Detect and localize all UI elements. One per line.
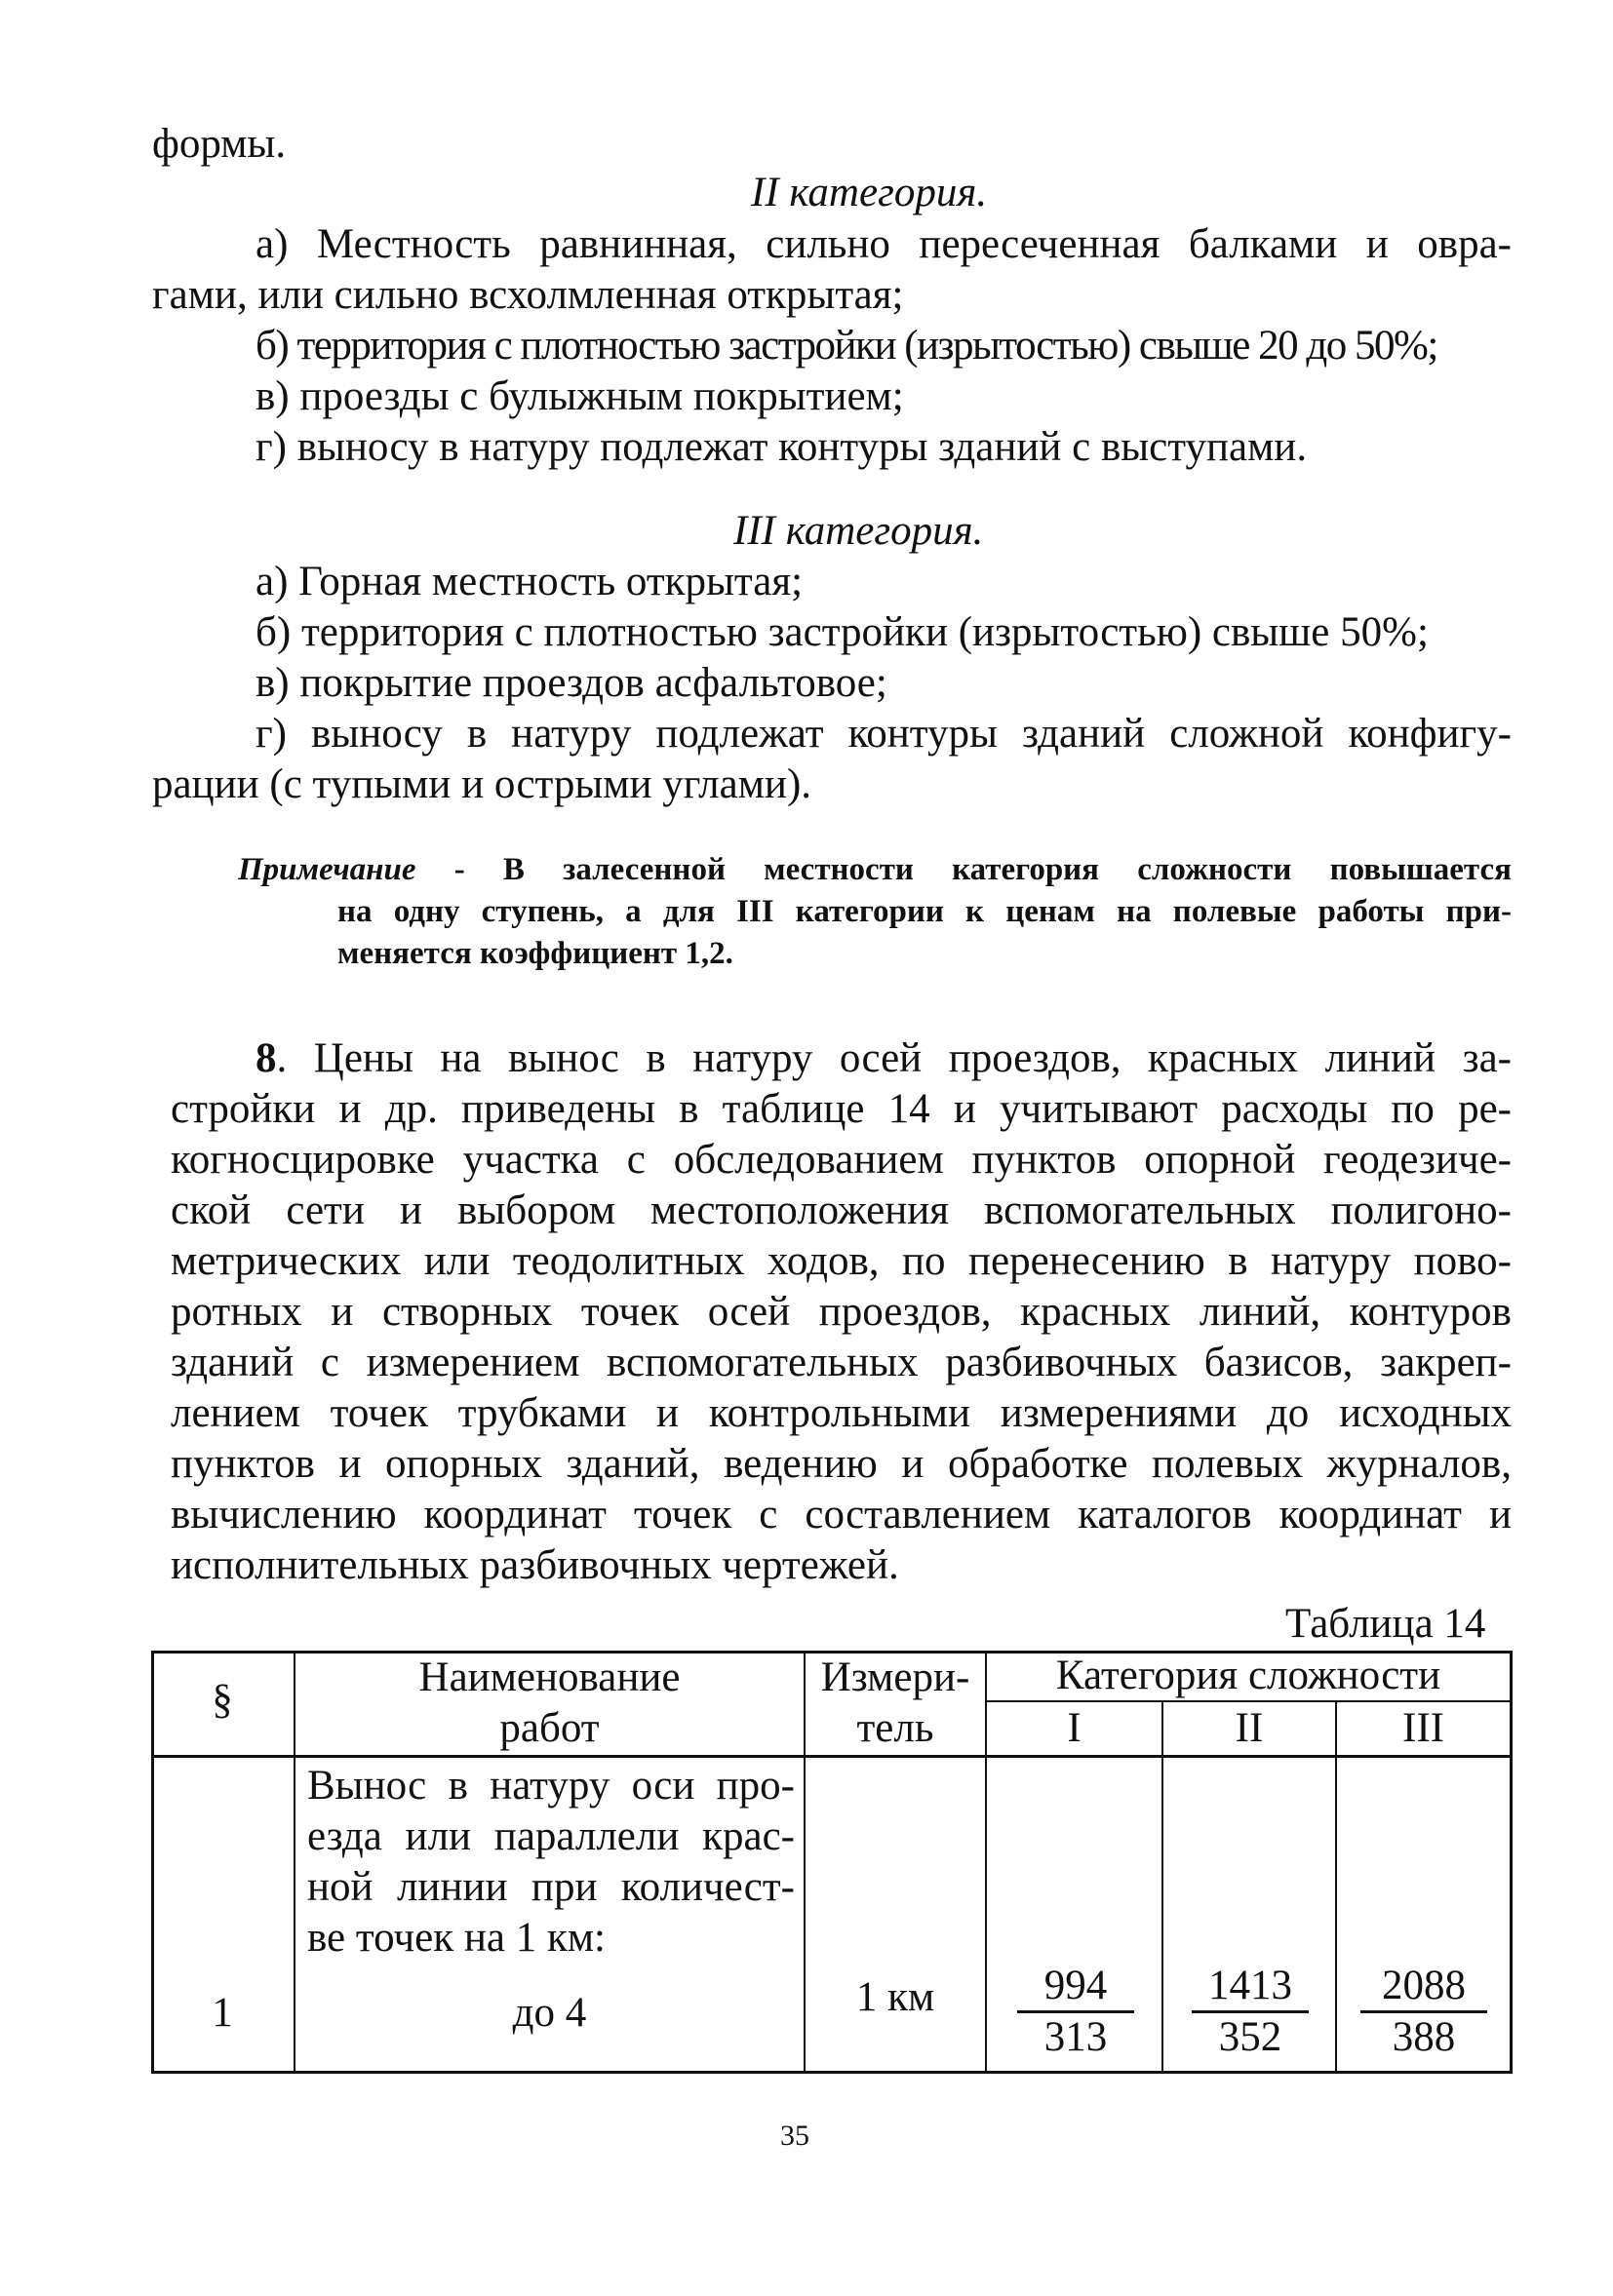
text-line: б) территория с плотностью застройки (изрытостью) свыше 50%;	[256, 609, 1429, 655]
note-text: - В залесенной местности категория сложности повышается	[415, 852, 1512, 887]
text-line: рации (с тупыми и острыми углами).	[152, 761, 812, 807]
header-category-1: I	[1067, 1705, 1082, 1751]
paragraph-line: исполнительных разбивочных чертежей.	[171, 1542, 899, 1588]
price-cat-2	[1192, 1962, 1309, 2062]
header-name: работ	[499, 1705, 600, 1751]
note-line: меняется коэффициент 1,2.	[337, 936, 733, 971]
paragraph-line: вычислению координат точек с составлением каталогов координат и	[171, 1492, 1512, 1537]
price-office: 313	[1043, 2014, 1108, 2060]
paragraph-line: стройки и др. приведены в таблице 14 и учитывают расходы по ре-	[171, 1086, 1512, 1132]
paragraph-line: 8. Цены на вынос в натуру осей проездов, красных линий за-	[256, 1035, 1512, 1081]
text-line: б) территория с плотностью застройки (изрытостью) свыше 20 до 50%;	[256, 323, 1437, 369]
paragraph-line: зданий с измерением вспомогательных разбивочных базисов, закреп-	[171, 1340, 1512, 1385]
text-line: гами, или сильно всхолмленная открытая;	[152, 272, 904, 318]
row-unit: 1 км	[855, 1974, 935, 2020]
row-description: Вынос в натуру оси про-	[307, 1763, 795, 1809]
row-description: езда или параллели крас-	[307, 1813, 795, 1859]
paragraph-line: ротных и створных точек осей проездов, красных линий, контуров	[171, 1289, 1512, 1335]
category-heading: II категория.	[751, 170, 988, 215]
note-line: на одну ступень, а для III категории к ценам на полевые работы при-	[337, 894, 1512, 929]
header-category-3: III	[1402, 1705, 1444, 1751]
paragraph-line: когносцировке участка с обследованием пунктов опорной геодезиче-	[171, 1137, 1512, 1183]
header-category: Категория сложности	[1055, 1653, 1441, 1698]
price-cat-1	[1017, 1962, 1134, 2062]
text-line: в) проезды с булыжным покрытием;	[256, 373, 904, 419]
text-line: а) Горная местность открытая;	[256, 559, 804, 604]
price-field: 994	[1017, 1962, 1134, 2013]
text-line: г) выносу в натуру подлежат контуры зданий с выступами.	[256, 424, 1308, 470]
text-line: г) выносу в натуру подлежат контуры зданий сложной конфигу-	[256, 711, 1512, 757]
paragraph-line: метрических или теодолитных ходов, по перенесению в натуру пово-	[171, 1238, 1512, 1284]
paragraph-line: ской сети и выбором местоположения вспомогательных полигоно-	[171, 1187, 1512, 1233]
text-line: формы.	[152, 121, 287, 167]
category-heading: III категория.	[733, 508, 984, 554]
note-line	[238, 849, 1512, 891]
price-cat-3	[1360, 1962, 1487, 2062]
price-field: 1413	[1192, 1962, 1309, 2013]
price-table	[151, 1651, 1513, 2074]
text-line: в) покрытие проездов асфальтовое;	[256, 660, 887, 706]
row-section-number: 1	[212, 1990, 233, 2036]
paragraph-line: лением точек трубками и контрольными измерениями до исходных	[171, 1390, 1512, 1436]
price-office: 388	[1392, 2014, 1456, 2060]
price-field: 2088	[1360, 1962, 1487, 2013]
header-section-sign: §	[212, 1677, 233, 1723]
page-number: 35	[780, 2120, 809, 2152]
text-line: а) Местность равнинная, сильно пересеченная балками и овра-	[256, 221, 1512, 267]
row-description: ве точек на 1 км:	[307, 1915, 606, 1961]
header-unit: Измери-	[820, 1654, 970, 1700]
row-name: до 4	[512, 1990, 587, 2036]
paragraph-number: 8	[256, 1035, 277, 1081]
header-name: Наименование	[418, 1654, 681, 1700]
header-category-2: II	[1235, 1705, 1264, 1751]
paragraph-line: пунктов и опорных зданий, ведению и обработке полевых журналов,	[171, 1441, 1512, 1487]
note-label: Примечание	[238, 852, 416, 887]
header-unit: тель	[856, 1705, 934, 1751]
row-description: ной линии при количест-	[307, 1864, 795, 1910]
price-office: 352	[1218, 2014, 1282, 2060]
table-caption: Таблица 14	[1285, 1601, 1486, 1647]
